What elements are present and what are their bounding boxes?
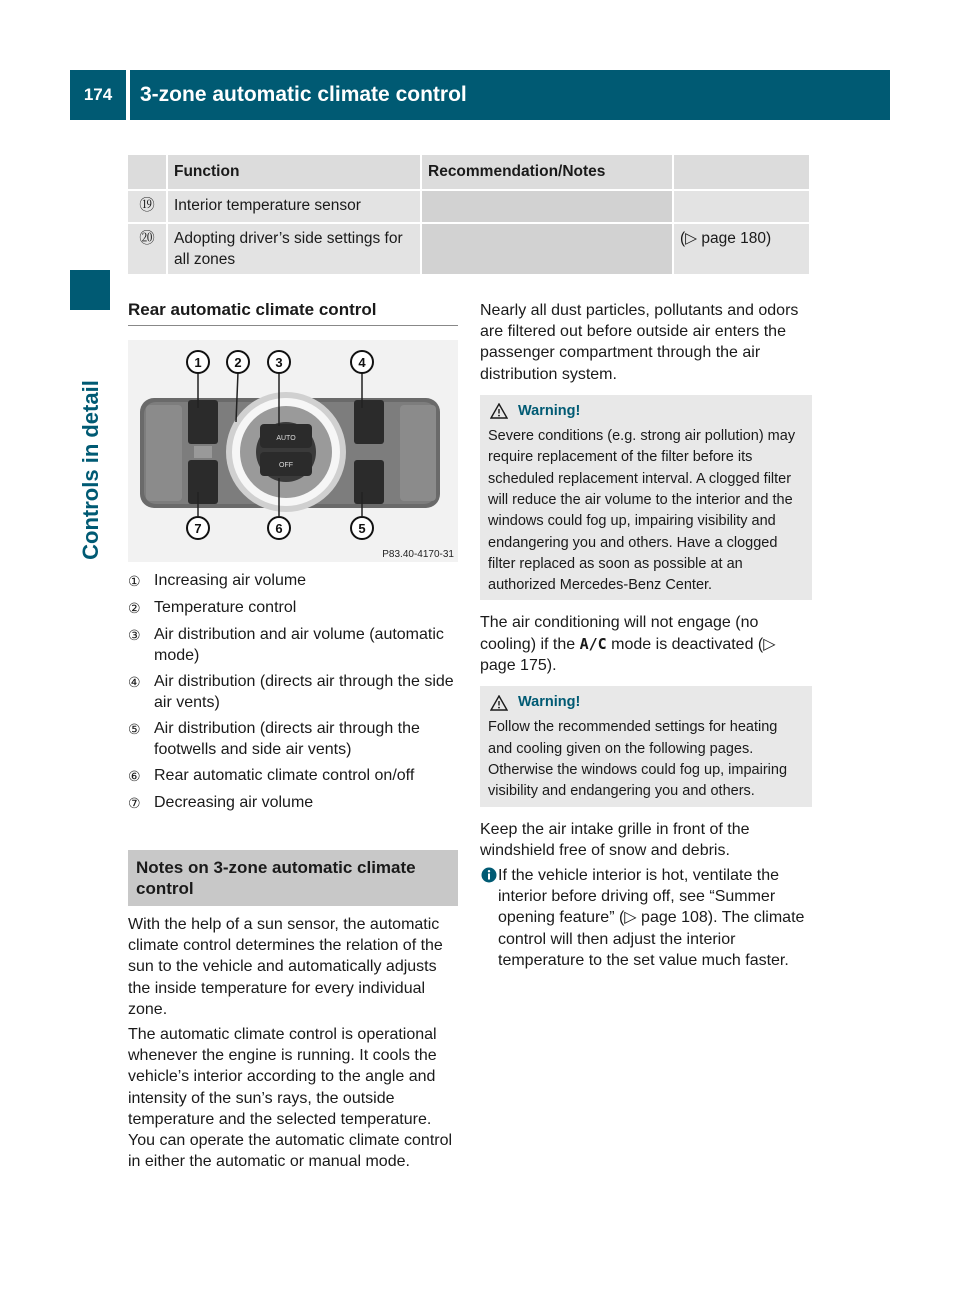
table-header-ref	[674, 155, 811, 191]
list-item-text: Air distribution and air volume (automatic mode)	[154, 626, 444, 664]
callout-3: 3	[275, 355, 283, 370]
list-item	[128, 624, 458, 666]
warning-text: Severe conditions (e.g. strong air pollution) may require replacement of the filter before its scheduled replacement interval. A clogged filter will reduce the air volume to the interior and the windows could fog up, impairing visibility and endangering you and others. Have a clogged filter replaced as soon as possible at an authorized Mercedes-Benz Center.	[488, 428, 796, 594]
grille-paragraph: Keep the air intake grille in front of the windshield free of snow and debris.	[480, 820, 750, 859]
list-item	[128, 765, 458, 787]
warning-box	[480, 395, 812, 601]
warning-heading	[488, 401, 804, 422]
table-header-function: Function	[168, 155, 422, 191]
table-row	[128, 224, 811, 276]
table-header-symbol	[128, 155, 168, 191]
warning-box	[480, 686, 812, 806]
list-item	[128, 718, 458, 760]
side-tab	[72, 320, 110, 620]
figure-code: P83.40-4170-31	[382, 549, 454, 560]
page-number: 174	[70, 70, 126, 120]
auto-label: AUTO	[276, 435, 296, 442]
table-cell-ref[interactable]: (▷ page 180)	[674, 224, 811, 276]
table-row	[128, 191, 811, 224]
callout-2: 2	[234, 355, 242, 370]
rear-control-panel-figure	[128, 340, 458, 562]
callout-1: 1	[194, 355, 202, 370]
list-item-text: Decreasing air volume	[154, 794, 314, 811]
list-item	[128, 597, 458, 619]
info-note	[480, 865, 812, 971]
callout-6: 6	[275, 521, 283, 536]
list-item-num: ⑥	[128, 768, 141, 784]
list-item-text: Temperature control	[154, 599, 297, 616]
list-item-text: Increasing air volume	[154, 572, 307, 589]
list-item-text: Rear automatic climate control on/off	[154, 767, 415, 784]
table-cell-ref	[674, 191, 811, 224]
warning-text: Follow the recommended settings for heating and cooling given on the following pages. Otherwise the windows could fog up, impairing visibility and endangering you and others.	[488, 719, 788, 800]
filter-paragraph: Nearly all dust particles, pollutants and odors are filtered out before outside air enters the passenger compartment through the air distribution system.	[480, 302, 799, 383]
ac-text-post: mode is deactivated (▷ page 175).	[480, 635, 776, 674]
callout-7: 7	[194, 521, 202, 536]
info-text: If the vehicle interior is hot, ventilate the interior before driving off, see “Summer opening feature” (▷ page 108). The climate control will then adjust the interior temperature to the set value much faster.	[498, 866, 805, 969]
table-header-notes: Recommendation/Notes	[422, 155, 674, 191]
list-item-num: ⑤	[128, 721, 141, 737]
list-item	[128, 671, 458, 713]
list-item-text: Air distribution (directs air through the side air vents)	[154, 673, 454, 711]
side-tab-marker	[70, 270, 110, 310]
list-item	[128, 570, 458, 592]
page-title: 3-zone automatic climate control	[130, 70, 890, 120]
info-icon	[480, 867, 498, 883]
table-cell-notes	[422, 224, 674, 276]
callout-5: 5	[358, 521, 366, 536]
callout-legend	[128, 570, 458, 814]
list-item-num: ③	[128, 627, 141, 643]
rear-section-title: Rear automatic climate control	[128, 300, 458, 326]
list-item-text: Air distribution (directs air through the footwells and side air vents)	[154, 720, 420, 758]
notes-paragraph: The automatic climate control is operational whenever the engine is running. It cools the vehicle’s interior according to the angle and intensity of the sun’s rays, the outside temperature and the selected temperature. You can operate the automatic climate control in either the automatic or manual mode.	[128, 1026, 453, 1171]
list-item	[128, 792, 458, 814]
table-cell-symbol: ⑳	[128, 224, 168, 276]
ac-mode-label: A/C	[579, 634, 607, 653]
ac-paragraph	[480, 612, 812, 676]
callout-4: 4	[358, 355, 366, 370]
list-item-num: ⑦	[128, 795, 141, 811]
off-label: OFF	[279, 462, 293, 469]
right-column	[480, 300, 812, 971]
function-table	[128, 155, 811, 276]
warning-label: Warning!	[518, 694, 581, 711]
table-cell-function: Interior temperature sensor	[168, 191, 422, 224]
notes-paragraph: With the help of a sun sensor, the automatic climate control determines the relation of the sun to the vehicle and automatically adjusts the inside temperature for every individual zone.	[128, 916, 443, 1018]
list-item-num: ②	[128, 600, 141, 616]
table-cell-function: Adopting driver’s side settings for all zones	[168, 224, 422, 276]
warning-triangle-icon	[490, 403, 508, 419]
notes-section-title: Notes on 3-zone automatic climate control	[128, 850, 458, 906]
warning-triangle-icon	[490, 695, 508, 711]
table-header-row	[128, 155, 811, 191]
list-item-num: ④	[128, 674, 141, 690]
warning-label: Warning!	[518, 402, 581, 419]
ac-text-pre: The air conditioning will not engage (no cooling) if the	[480, 614, 759, 653]
control-panel-illustration	[128, 340, 458, 562]
table-cell-notes	[422, 191, 674, 224]
side-tab-label: Controls in detail	[78, 380, 103, 560]
left-column	[128, 300, 458, 1176]
table-cell-symbol: ⑲	[128, 191, 168, 224]
warning-heading	[488, 692, 804, 713]
list-item-num: ①	[128, 573, 141, 589]
